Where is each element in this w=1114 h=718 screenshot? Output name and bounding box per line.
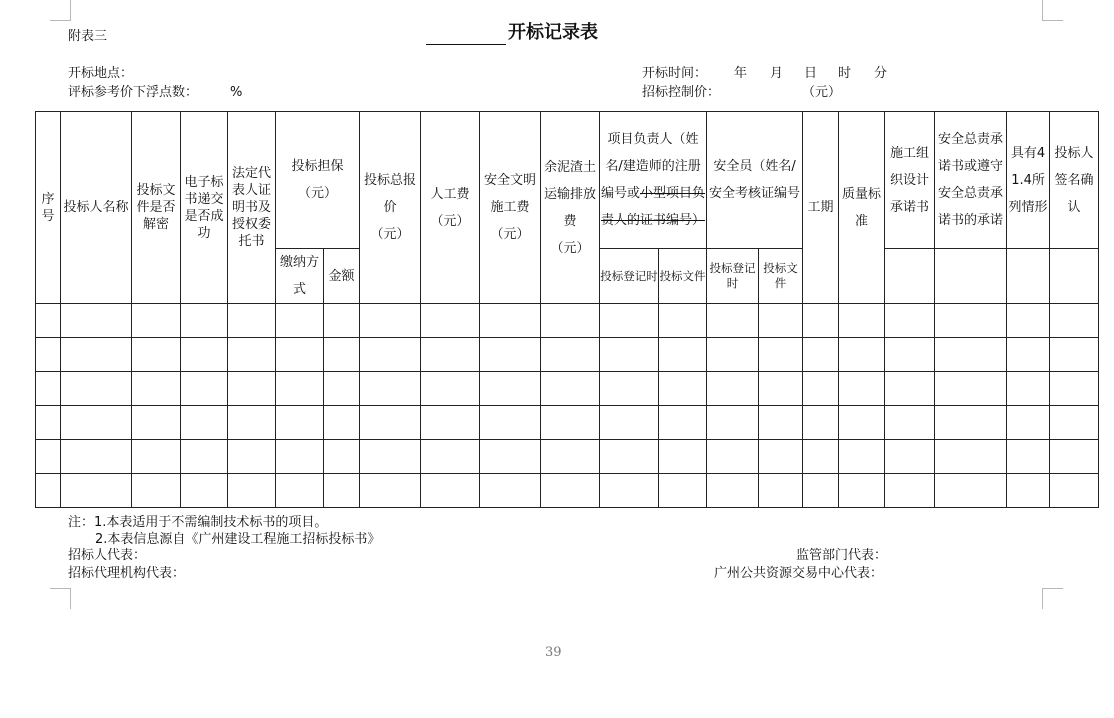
table-cell[interactable] [421, 304, 480, 338]
table-cell[interactable] [659, 440, 707, 474]
table-cell[interactable] [600, 406, 659, 440]
table-cell[interactable] [803, 406, 839, 440]
table-cell[interactable] [228, 474, 276, 508]
table-cell[interactable] [759, 474, 803, 508]
table-cell[interactable] [759, 406, 803, 440]
table-row [36, 372, 1099, 406]
table-cell[interactable] [600, 474, 659, 508]
table-cell[interactable] [61, 474, 132, 508]
table-cell[interactable] [759, 338, 803, 372]
cell-empty [885, 249, 935, 304]
table-cell[interactable] [36, 406, 61, 440]
table-cell[interactable] [707, 440, 759, 474]
col-pm-registration: 投标登记时 [600, 249, 659, 304]
table-cell[interactable] [276, 338, 324, 372]
table-cell[interactable] [480, 304, 541, 338]
table-cell[interactable] [181, 440, 228, 474]
table-cell[interactable] [61, 304, 132, 338]
table-cell[interactable] [61, 406, 132, 440]
table-cell[interactable] [276, 372, 324, 406]
crop-mark-top-left [50, 0, 71, 21]
table-cell[interactable] [935, 304, 1007, 338]
table-cell[interactable] [803, 440, 839, 474]
trading-center-representative-label: 广州公共资源交易中心代表： [714, 566, 884, 581]
table-cell[interactable] [1050, 372, 1099, 406]
control-price-unit: （元） [802, 85, 842, 100]
col-mud-fee: 余泥渣土运输排放费 （元） [541, 112, 600, 304]
time-minute: 分 [874, 66, 888, 81]
table-cell[interactable] [839, 406, 885, 440]
table-cell[interactable] [1007, 440, 1050, 474]
col-amount: 金额 [324, 249, 360, 304]
col-design-commitment: 施工组织设计承诺书 [885, 112, 935, 249]
table-cell[interactable] [541, 304, 600, 338]
table-cell[interactable] [324, 304, 360, 338]
table-cell[interactable] [541, 372, 600, 406]
appendix-label: 附表三 [68, 29, 108, 44]
table-cell[interactable] [36, 338, 61, 372]
table-cell[interactable] [360, 372, 421, 406]
supervisor-representative-label: 监管部门代表： [796, 548, 888, 563]
table-cell[interactable] [61, 338, 132, 372]
time-hour: 时 [838, 66, 852, 81]
table-cell[interactable] [885, 372, 935, 406]
table-row [36, 440, 1099, 474]
table-cell[interactable] [36, 372, 61, 406]
table-cell[interactable] [228, 338, 276, 372]
location-label: 开标地点： [68, 66, 134, 81]
time-label: 开标时间： [642, 66, 708, 81]
control-price-label: 招标控制价： [642, 85, 721, 100]
crop-mark-bottom-right [1042, 588, 1063, 609]
table-cell[interactable] [228, 304, 276, 338]
table-cell[interactable] [803, 372, 839, 406]
cell-empty [1050, 249, 1099, 304]
table-cell[interactable] [480, 406, 541, 440]
table-cell[interactable] [360, 304, 421, 338]
col-guarantee: 投标担保 （元） [276, 112, 360, 249]
table-cell[interactable] [839, 440, 885, 474]
table-cell[interactable] [1007, 304, 1050, 338]
table-cell[interactable] [707, 304, 759, 338]
crop-mark-bottom-left [50, 588, 71, 609]
table-row [36, 338, 1099, 372]
col-pm-bid-file: 投标文件 [659, 249, 707, 304]
table-cell[interactable] [61, 440, 132, 474]
table-cell[interactable] [759, 304, 803, 338]
table-cell[interactable] [1050, 304, 1099, 338]
table-cell[interactable] [360, 474, 421, 508]
table-cell[interactable] [659, 304, 707, 338]
col-bidder-name: 投标人名称 [61, 112, 132, 304]
table-cell[interactable] [36, 440, 61, 474]
time-year: 年 [734, 66, 748, 81]
table-cell[interactable] [803, 304, 839, 338]
page-number: 39 [545, 645, 562, 660]
agency-representative-label: 招标代理机构代表： [68, 566, 186, 581]
table-cell[interactable] [324, 474, 360, 508]
table-cell[interactable] [276, 406, 324, 440]
title-blank-line [426, 24, 506, 45]
tenderer-representative-label: 招标人代表： [68, 548, 147, 563]
table-cell[interactable] [885, 440, 935, 474]
table-cell[interactable] [421, 372, 480, 406]
col-safety-officer: 安全员（姓名/安全考核证编号 [707, 112, 803, 249]
notes-block [68, 514, 380, 548]
table-cell[interactable] [480, 372, 541, 406]
table-cell[interactable] [659, 474, 707, 508]
col-period: 工期 [803, 112, 839, 304]
table-cell[interactable] [421, 338, 480, 372]
table-cell[interactable] [707, 406, 759, 440]
col-pay-method: 缴纳方式 [276, 249, 324, 304]
table-cell[interactable] [885, 474, 935, 508]
col-so-registration: 投标登记时 [707, 249, 759, 304]
table-row [36, 474, 1099, 508]
table-row [36, 304, 1099, 338]
table-cell[interactable] [324, 338, 360, 372]
table-cell[interactable] [181, 338, 228, 372]
table-cell[interactable] [541, 474, 600, 508]
table-cell[interactable] [1050, 406, 1099, 440]
table-cell[interactable] [360, 440, 421, 474]
table-cell[interactable] [421, 440, 480, 474]
float-unit: % [230, 85, 243, 100]
table-cell[interactable] [885, 406, 935, 440]
table-cell[interactable] [132, 338, 181, 372]
time-day: 日 [804, 66, 818, 81]
col-total-price: 投标总报价 （元） [360, 112, 421, 304]
table-cell[interactable] [228, 440, 276, 474]
table-cell[interactable] [541, 406, 600, 440]
col-so-bid-file: 投标文件 [759, 249, 803, 304]
col-bidder-signature: 投标人签名确认 [1050, 112, 1099, 249]
table-cell[interactable] [707, 338, 759, 372]
table-cell[interactable] [360, 406, 421, 440]
note-1: 注：1.本表适用于不需编制技术标书的项目。 [68, 515, 328, 530]
table-cell[interactable] [1007, 372, 1050, 406]
table-cell[interactable] [360, 338, 421, 372]
table-cell[interactable] [36, 304, 61, 338]
table-cell[interactable] [276, 440, 324, 474]
table-cell[interactable] [885, 338, 935, 372]
table-cell[interactable] [935, 372, 1007, 406]
table-cell[interactable] [1007, 474, 1050, 508]
table-cell[interactable] [132, 372, 181, 406]
table-cell[interactable] [181, 372, 228, 406]
table-cell[interactable] [1050, 338, 1099, 372]
table-cell[interactable] [61, 372, 132, 406]
table-cell[interactable] [839, 304, 885, 338]
table-cell[interactable] [935, 406, 1007, 440]
col-circumstances: 具有41.4所列情形 [1007, 112, 1050, 249]
table-cell[interactable] [480, 338, 541, 372]
table-row [36, 406, 1099, 440]
table-cell[interactable] [421, 406, 480, 440]
col-decrypt: 投标文件是否解密 [132, 112, 181, 304]
col-ebid-submit: 电子标书递交是否成功 [181, 112, 228, 304]
table-cell[interactable] [839, 338, 885, 372]
table-cell[interactable] [324, 372, 360, 406]
table-cell[interactable] [707, 372, 759, 406]
table-cell[interactable] [759, 440, 803, 474]
table-cell[interactable] [600, 304, 659, 338]
crop-mark-top-right [1042, 0, 1063, 21]
table-cell[interactable] [181, 304, 228, 338]
col-quality: 质量标准 [839, 112, 885, 304]
header-row-main [36, 112, 1099, 249]
table-cell[interactable] [480, 474, 541, 508]
table-cell[interactable] [541, 338, 600, 372]
table-cell[interactable] [132, 304, 181, 338]
table-cell[interactable] [421, 474, 480, 508]
table-cell[interactable] [181, 474, 228, 508]
col-project-manager: 项目负责人（姓名/建造师的注册编号或小型项目负责人的证书编号） [600, 112, 707, 249]
table-cell[interactable] [759, 372, 803, 406]
time-month: 月 [770, 66, 784, 81]
table-cell[interactable] [1050, 474, 1099, 508]
table-cell[interactable] [600, 372, 659, 406]
table-cell[interactable] [1007, 338, 1050, 372]
page-title [426, 21, 598, 45]
note-2: 2.本表信息源自《广州建设工程施工招标投标书》 [95, 532, 381, 547]
table-cell[interactable] [659, 406, 707, 440]
col-seq: 序号 [36, 112, 61, 304]
table-cell[interactable] [181, 406, 228, 440]
table-cell[interactable] [132, 440, 181, 474]
cell-empty [1007, 249, 1050, 304]
table-cell[interactable] [132, 406, 181, 440]
table-cell[interactable] [228, 406, 276, 440]
table-cell[interactable] [803, 338, 839, 372]
float-label: 评标参考价下浮点数： [68, 85, 199, 100]
table-cell[interactable] [480, 440, 541, 474]
table-cell[interactable] [541, 440, 600, 474]
col-safety-commitment: 安全总责承诺书或遵守安全总责承诺书的承诺 [935, 112, 1007, 249]
table-cell[interactable] [600, 440, 659, 474]
table-cell[interactable] [276, 474, 324, 508]
table-cell[interactable] [659, 372, 707, 406]
table-cell[interactable] [1050, 440, 1099, 474]
table-cell[interactable] [707, 474, 759, 508]
bid-opening-table [35, 111, 1099, 508]
table-cell[interactable] [885, 304, 935, 338]
table-cell[interactable] [324, 440, 360, 474]
table-cell[interactable] [1007, 406, 1050, 440]
table-cell[interactable] [839, 372, 885, 406]
title-text: 开标记录表 [508, 22, 598, 43]
table-cell[interactable] [803, 474, 839, 508]
table-cell[interactable] [36, 474, 61, 508]
table-cell[interactable] [935, 474, 1007, 508]
table-cell[interactable] [600, 338, 659, 372]
table-cell[interactable] [659, 338, 707, 372]
table-cell[interactable] [324, 406, 360, 440]
table-cell[interactable] [276, 304, 324, 338]
table-cell[interactable] [132, 474, 181, 508]
col-legal-rep: 法定代表人证明书及授权委托书 [228, 112, 276, 304]
table-cell[interactable] [935, 440, 1007, 474]
col-safety-fee: 安全文明施工费 （元） [480, 112, 541, 304]
table-cell[interactable] [228, 372, 276, 406]
table-cell[interactable] [839, 474, 885, 508]
table-cell[interactable] [935, 338, 1007, 372]
col-labor-cost: 人工费 （元） [421, 112, 480, 304]
cell-empty [935, 249, 1007, 304]
